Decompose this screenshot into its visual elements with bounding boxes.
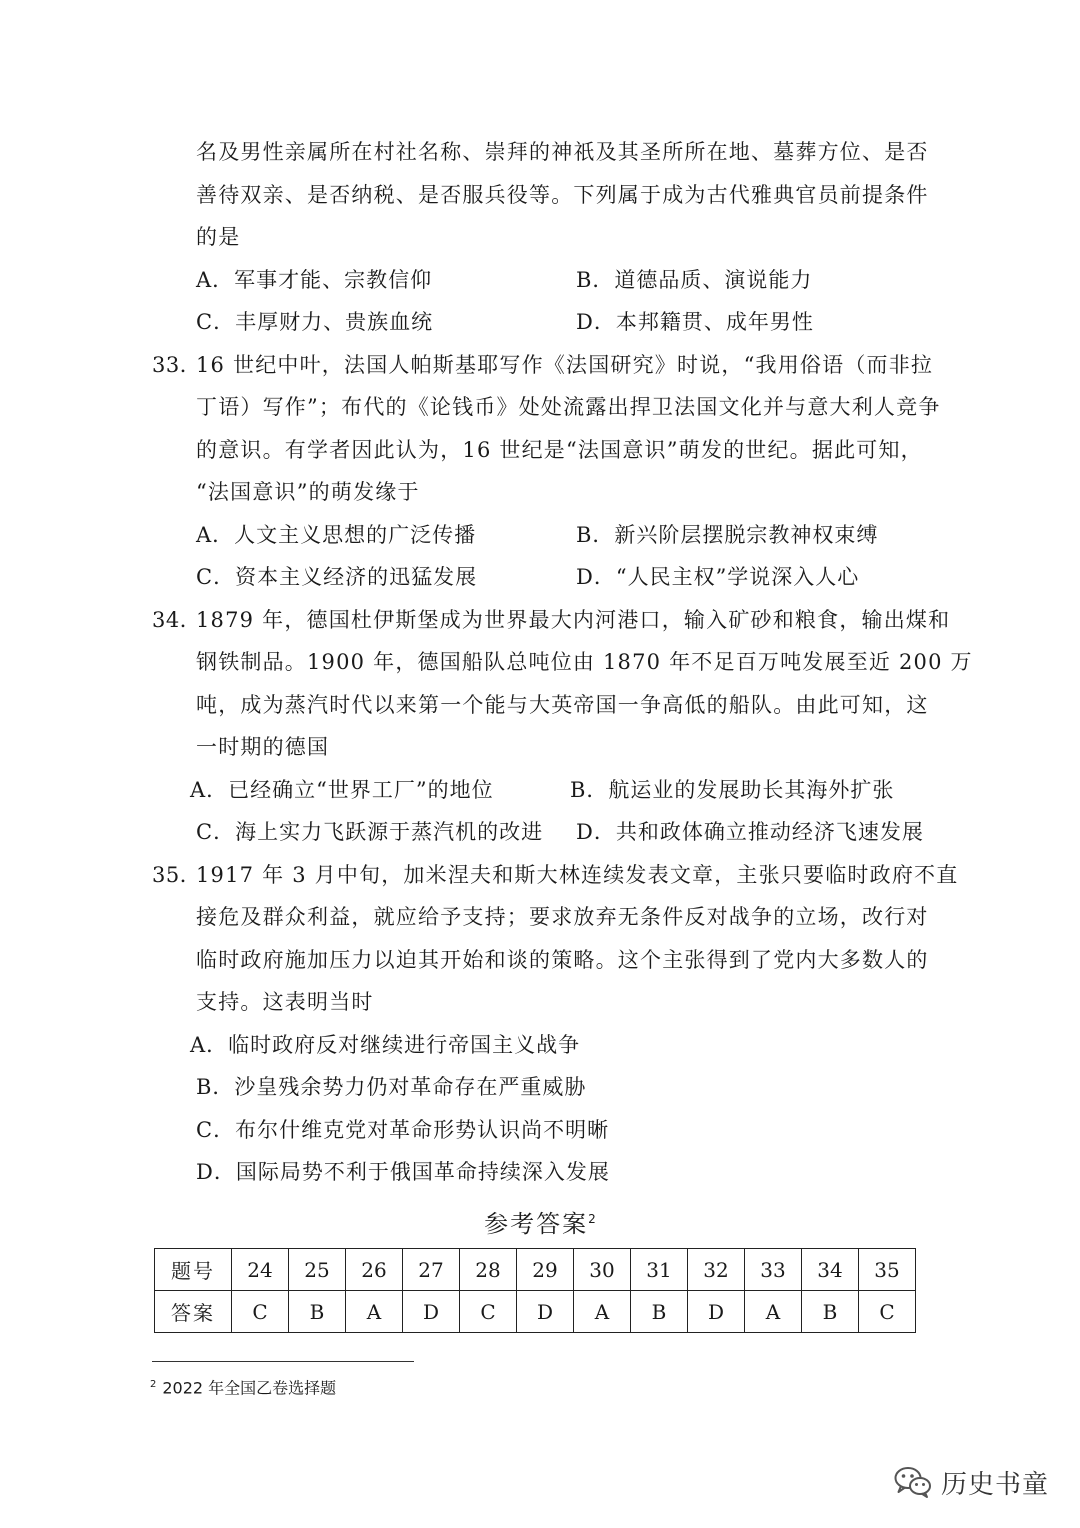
q32-option-d: D．本邦籍贯、成年男性 (576, 310, 814, 334)
answer-cell: B (289, 1291, 346, 1333)
q35-option-a: A．临时政府反对继续进行帝国主义战争 (190, 1033, 581, 1057)
footnote-mark: 2 (150, 1379, 157, 1390)
footnote (150, 1373, 336, 1400)
question-number-cell: 26 (346, 1249, 403, 1291)
question-number-cell: 25 (289, 1249, 346, 1291)
question-number-cell: 35 (859, 1249, 916, 1291)
q35-option-c: C．布尔什维克党对革命形势认识尚不明晰 (196, 1118, 610, 1142)
answer-cell: B (631, 1291, 688, 1333)
answer-cell: A (745, 1291, 802, 1333)
footnote-divider (152, 1361, 414, 1362)
answer-cell: A (574, 1291, 631, 1333)
q35-line-1: 1917 年 3 月中旬，加米涅夫和斯大林连续发表文章，主张只要临时政府不直 (196, 863, 959, 887)
question-number: 33． (152, 353, 202, 377)
q34-line-3: 吨，成为蒸汽时代以来第一个能与大英帝国一争高低的船队。由此可知，这 (196, 693, 929, 717)
answer-key-title (0, 1202, 1080, 1241)
q35-line-3: 临时政府施加压力以迫其开始和谈的策略。这个主张得到了党内大多数人的 (196, 948, 929, 972)
answer-cell: A (346, 1291, 403, 1333)
question-number-cell: 27 (403, 1249, 460, 1291)
q33-option-c: C．资本主义经济的迅猛发展 (196, 565, 478, 589)
q33-line-1: 16 世纪中叶，法国人帕斯基耶写作《法国研究》时说，“我用俗语（而非拉 (196, 353, 934, 377)
q32-option-c: C．丰厚财力、贵族血统 (196, 310, 434, 334)
question-number-cell: 24 (232, 1249, 289, 1291)
question-number-cell: 34 (802, 1249, 859, 1291)
watermark-text: 历史书童 (941, 1469, 1050, 1500)
q32-option-b: B．道德品质、演说能力 (576, 268, 813, 292)
watermark (893, 1460, 1049, 1504)
row-header-number: 题号 (155, 1249, 232, 1291)
answer-row (155, 1291, 916, 1333)
question-number: 35． (152, 863, 202, 887)
q35-line-2: 接危及群众利益，就应给予支持；要求放弃无条件反对战争的立场，改行对 (196, 905, 929, 929)
q35-option-d: D．国际局势不利于俄国革命持续深入发展 (196, 1160, 610, 1184)
q33-option-b: B．新兴阶层摆脱宗教神权束缚 (576, 523, 879, 547)
answer-cell: C (859, 1291, 916, 1333)
intro-line-1: 名及男性亲属所在村社名称、崇拜的神祇及其圣所所在地、墓葬方位、是否 (196, 140, 929, 164)
footnote-reference: 2 (588, 1212, 596, 1226)
answer-cell: C (460, 1291, 517, 1333)
q34-line-4: 一时期的德国 (196, 735, 330, 759)
question-number-cell: 28 (460, 1249, 517, 1291)
q33-line-2: 丁语）写作”；布代的《论钱币》处处流露出捍卫法国文化并与意大利人竞争 (196, 395, 941, 419)
q33-line-4: “法国意识”的萌发缘于 (196, 480, 420, 504)
answer-key-table (154, 1248, 916, 1333)
question-number-cell: 31 (631, 1249, 688, 1291)
question-number-row (155, 1249, 916, 1291)
question-number-cell: 32 (688, 1249, 745, 1291)
q34-line-2: 钢铁制品。1900 年，德国船队总吨位由 1870 年不足百万吨发展至近 200 万 (196, 650, 973, 674)
q34-option-c: C．海上实力飞跃源于蒸汽机的改进 (196, 820, 544, 844)
wechat-icon (893, 1465, 933, 1499)
question-number-cell: 33 (745, 1249, 802, 1291)
q34-line-1: 1879 年，德国杜伊斯堡成为世界最大内河港口，输入矿砂和粮食，输出煤和 (196, 608, 951, 632)
q33-option-d: D．“人民主权”学说深入人心 (576, 565, 860, 589)
q34-option-d: D．共和政体确立推动经济飞速发展 (576, 820, 924, 844)
q32-option-a: A．军事才能、宗教信仰 (196, 268, 433, 292)
question-number-cell: 29 (517, 1249, 574, 1291)
answer-cell: D (403, 1291, 460, 1333)
footnote-text: 2022 年全国乙卷选择题 (162, 1378, 337, 1398)
q35-line-4: 支持。这表明当时 (196, 990, 374, 1014)
q35-option-b: B．沙皇残余势力仍对革命存在严重威胁 (196, 1075, 587, 1099)
q33-line-3: 的意识。有学者因此认为，16 世纪是“法国意识”萌发的世纪。据此可知， (196, 438, 923, 462)
q34-option-b: B．航运业的发展助长其海外扩张 (570, 778, 895, 802)
question-number-cell: 30 (574, 1249, 631, 1291)
intro-line-2: 善待双亲、是否纳税、是否服兵役等。下列属于成为古代雅典官员前提条件 (196, 183, 929, 207)
answer-cell: D (517, 1291, 574, 1333)
answer-key-title-text: 参考答案 (484, 1210, 589, 1238)
q34-option-a: A．已经确立“世界工厂”的地位 (190, 778, 494, 802)
intro-line-3: 的是 (196, 225, 241, 249)
answer-cell: C (232, 1291, 289, 1333)
answer-cell: B (802, 1291, 859, 1333)
row-header-answer: 答案 (155, 1291, 232, 1333)
question-number: 34． (152, 608, 202, 632)
q33-option-a: A．人文主义思想的广泛传播 (196, 523, 477, 547)
answer-cell: D (688, 1291, 745, 1333)
